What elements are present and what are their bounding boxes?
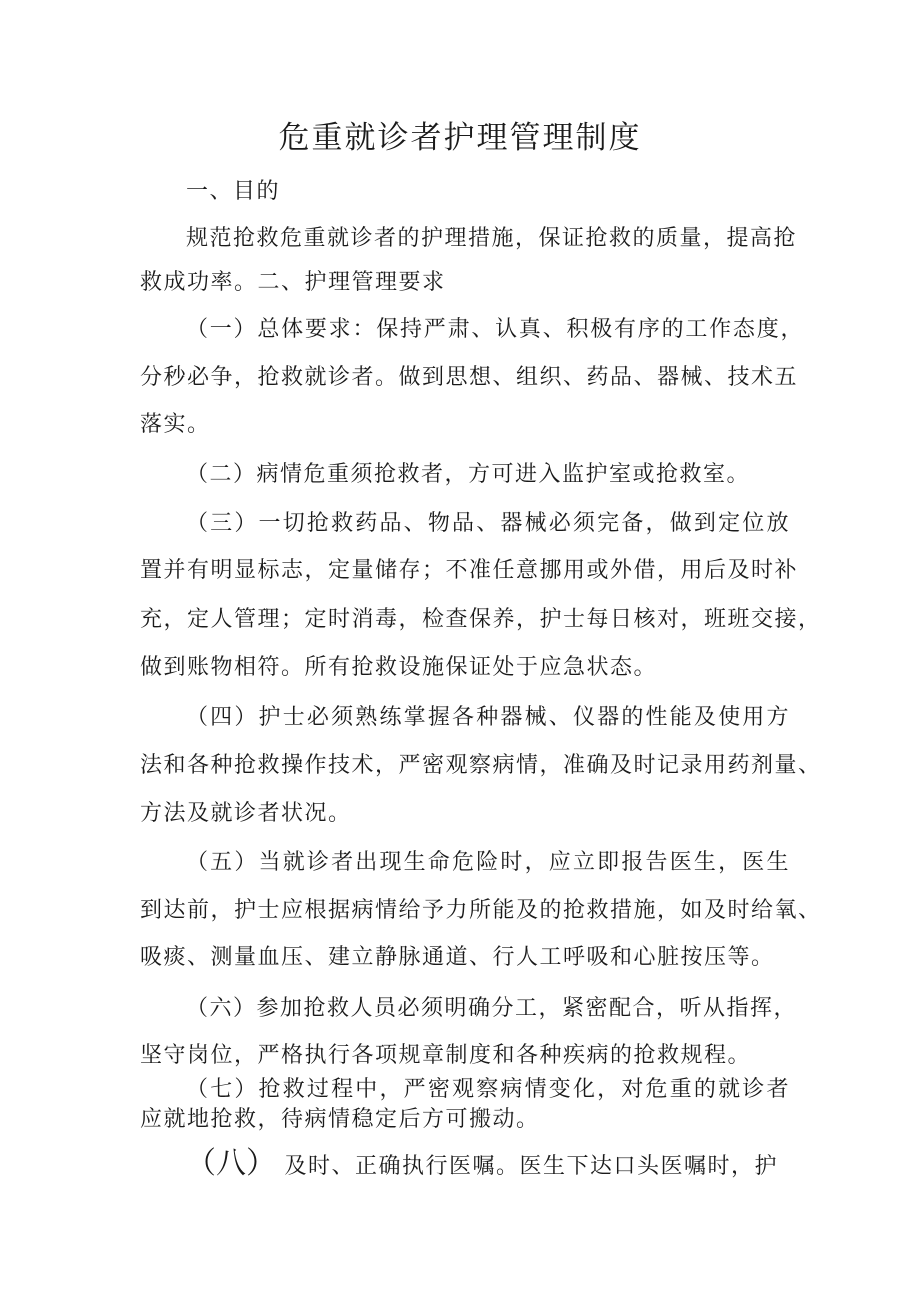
paragraph-line: （四）护士必须熟练掌握各种器械、仪器的性能及使用方 — [186, 705, 790, 730]
document-title: 危重就诊者护理管理制度 — [278, 120, 642, 156]
paragraph-line: （二）病情危重须抢救者，方可进入监护室或抢救室。 — [186, 462, 751, 487]
paragraph-line: （五）当就诊者出现生命危险时，应立即报告医生，医生 — [186, 850, 790, 875]
paragraph-line: 应就地抢救，待病情稳定后方可搬动。 — [140, 1107, 540, 1132]
paragraph-line: 落实。 — [140, 412, 211, 437]
paragraph-line: 置并有明显标志，定量储存；不准任意挪用或外借，用后及时补 — [140, 558, 799, 583]
item-text: 及时、正确执行医嘱。医生下达口头医嘱时，护 — [284, 1154, 779, 1179]
paragraph-line: 充，定人管理；定时消毒，检查保养，护士每日核对，班班交接， — [140, 607, 822, 632]
item-number: （八） — [186, 1146, 276, 1181]
paragraph-line: （三）一切抢救药品、物品、器械必须完备，做到定位放 — [186, 511, 790, 536]
paragraph-line: 到达前，护士应根据病情给予力所能及的抢救措施，如及时给氧、 — [140, 898, 822, 923]
paragraph-line: 坚守岗位，严格执行各项规章制度和各种疾病的抢救规程。 — [140, 1043, 752, 1068]
paragraph-line-last — [186, 1148, 778, 1183]
paragraph-line: 方法及就诊者状况。 — [140, 801, 352, 826]
paragraph-line: 吸痰、测量血压、建立静脉通道、行人工呼吸和心脏按压等。 — [140, 945, 775, 970]
section-heading-purpose: 一、目的 — [186, 179, 281, 204]
paragraph-line: 救成功率。二、护理管理要求 — [140, 270, 446, 295]
paragraph-line: 分秒必争，抢救就诊者。做到思想、组织、药品、器械、技术五 — [140, 365, 799, 390]
paragraph-line: （一）总体要求：保持严肃、认真、积极有序的工作态度， — [186, 317, 804, 342]
paragraph-line: 法和各种抢救操作技术，严密观察病情，准确及时记录用药剂量、 — [140, 753, 822, 778]
paragraph-line: （七）抢救过程中，严密观察病情变化，对危重的就诊者 — [186, 1077, 790, 1102]
paragraph-line: 规范抢救危重就诊者的护理措施，保证抢救的质量，提高抢 — [186, 226, 798, 251]
paragraph-line: 做到账物相符。所有抢救设施保证处于应急状态。 — [140, 655, 658, 680]
paragraph-line: （六）参加抢救人员必须明确分工，紧密配合，听从指挥， — [186, 996, 798, 1021]
